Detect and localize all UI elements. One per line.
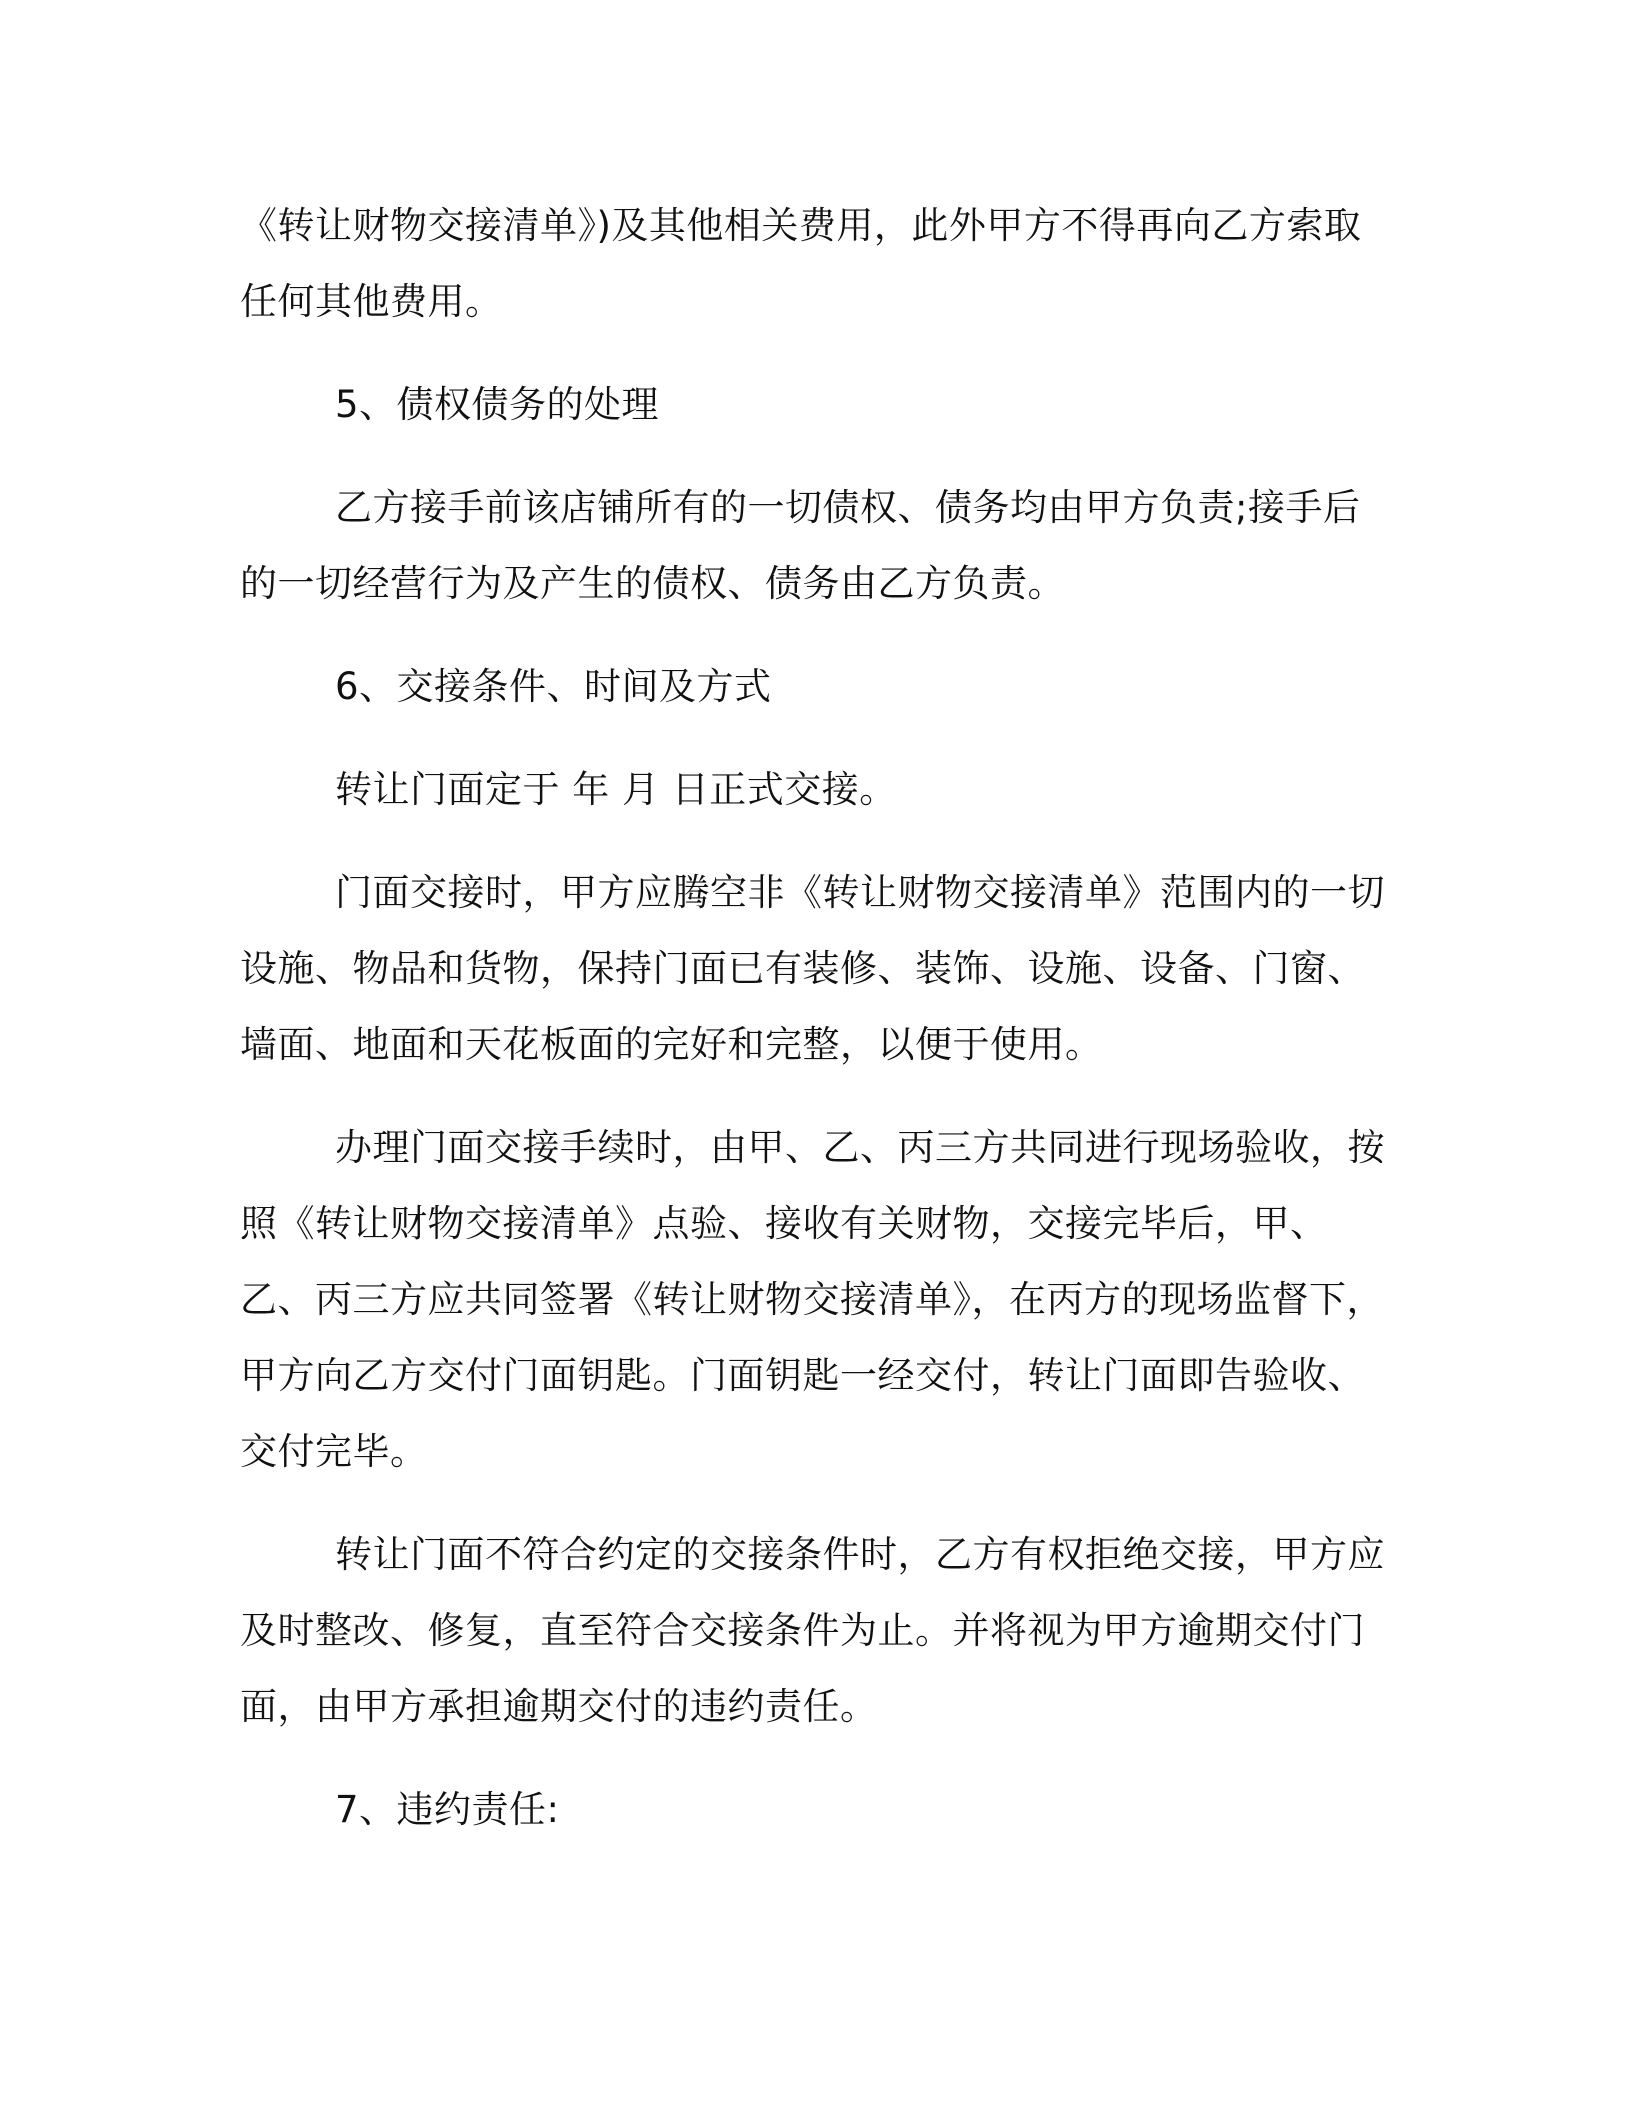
- section-heading-liability: 7、违约责任:: [335, 1788, 560, 1831]
- section-heading-debts: 5、债权债务的处理: [335, 383, 660, 426]
- section-heading-handover: 6、交接条件、时间及方式: [335, 665, 772, 708]
- paragraph-handover-procedure: 办理门面交接手续时，由甲、乙、丙三方共同进行现场验收，按照《转让财物交接清单》点验、接收有关财物，交接完毕后，甲、乙、丙三方应共同签署《转让财物交接清单》，在丙方的现场监督下，甲方向乙方交付门面钥匙。门面钥匙一经交付，转让门面即告验收、交付完毕。: [240, 1126, 1385, 1473]
- paragraph-handover-conditions: 门面交接时，甲方应腾空非《转让财物交接清单》范围内的一切设施、物品和货物，保持门面已有装修、装饰、设施、设备、门窗、墙面、地面和天花板面的完好和完整，以便于使用。: [240, 871, 1385, 1066]
- paragraph-continuation: 《转让财物交接清单》)及其他相关费用，此外甲方不得再向乙方索取任何其他费用。: [240, 204, 1362, 323]
- paragraph-handover-rejection: 转让门面不符合约定的交接条件时，乙方有权拒绝交接，甲方应及时整改、修复，直至符合交接条件为止。并将视为甲方逾期交付门面，由甲方承担逾期交付的违约责任。: [240, 1533, 1385, 1728]
- document-body: [240, 188, 1390, 1848]
- paragraph-handover-date: 转让门面定于 年 月 日正式交接。: [335, 768, 897, 811]
- paragraph-debts: 乙方接手前该店铺所有的一切债权、债务均由甲方负责;接手后的一切经营行为及产生的债权、债务由乙方负责。: [240, 486, 1361, 605]
